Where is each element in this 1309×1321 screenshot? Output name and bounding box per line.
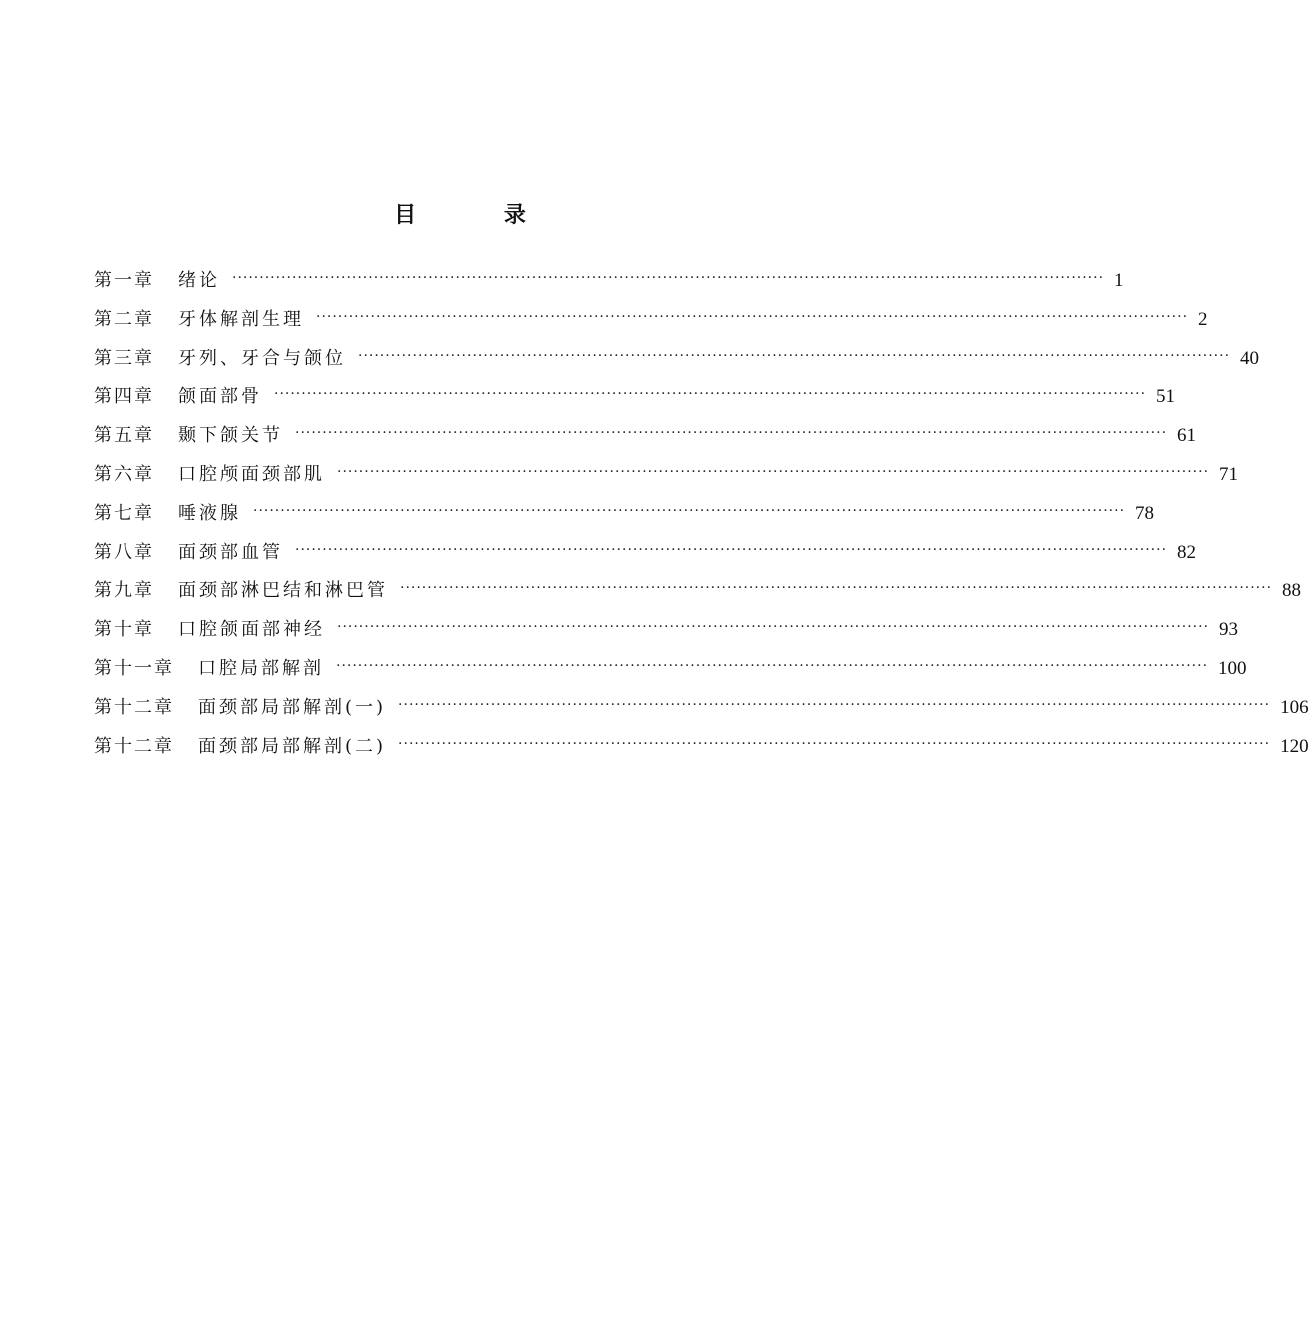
dot-leader: ································································································································································	[358, 347, 1231, 364]
dot-leader: ································································································································································	[337, 619, 1210, 636]
dot-leader: ································································································································································	[400, 580, 1273, 597]
chapter-title: 颌面部骨	[178, 386, 262, 408]
dot-leader: ································································································································································	[253, 502, 1126, 519]
chapter-title: 唾液腺	[178, 502, 241, 524]
page-number: 40	[1240, 347, 1260, 369]
table-of-contents	[94, 266, 1309, 770]
chapter-number: 第四章	[94, 386, 154, 408]
toc-entry[interactable]	[94, 576, 1302, 615]
dot-leader: ································································································································································	[316, 308, 1189, 325]
toc-entry[interactable]	[94, 615, 1239, 654]
chapter-title: 面颈部局部解剖(二)	[198, 735, 387, 757]
page-number: 71	[1219, 463, 1239, 485]
chapter-number: 第七章	[94, 502, 154, 524]
chapter-number: 第十一章	[94, 657, 174, 679]
chapter-title: 口腔颅面颈部肌	[178, 463, 325, 485]
toc-entry[interactable]	[94, 654, 1247, 693]
dot-leader: ································································································································································	[398, 696, 1271, 713]
chapter-number: 第二章	[94, 308, 154, 330]
page-number: 51	[1156, 386, 1176, 408]
chapter-title: 颞下颌关节	[178, 425, 283, 447]
toc-entry[interactable]	[94, 382, 1176, 421]
chapter-number: 第十二章	[94, 696, 174, 718]
toc-entry[interactable]	[94, 460, 1239, 499]
chapter-title: 口腔局部解剖	[198, 657, 324, 679]
chapter-title: 牙体解剖生理	[178, 308, 304, 330]
page-number: 120	[1280, 735, 1309, 757]
chapter-number: 第六章	[94, 463, 154, 485]
toc-entry[interactable]	[94, 305, 1208, 344]
toc-entry[interactable]	[94, 538, 1197, 577]
chapter-title: 绪论	[178, 270, 220, 291]
page-number: 100	[1218, 657, 1247, 679]
dot-leader: ································································································································································	[398, 735, 1271, 752]
chapter-title: 牙列、牙合与颌位	[178, 347, 346, 369]
chapter-number: 第九章	[94, 580, 154, 602]
toc-entry[interactable]	[94, 344, 1260, 383]
chapter-number: 第十二章	[94, 735, 174, 757]
chapter-number: 第三章	[94, 347, 154, 369]
dot-leader: ································································································································································	[232, 270, 1105, 286]
toc-entry[interactable]	[94, 732, 1309, 771]
toc-entry[interactable]	[94, 499, 1155, 538]
dot-leader: ································································································································································	[337, 463, 1210, 480]
chapter-title: 口腔颌面部神经	[178, 619, 325, 641]
dot-leader: ································································································································································	[274, 386, 1147, 403]
page-number: 88	[1282, 580, 1302, 602]
page-number: 82	[1177, 541, 1197, 563]
toc-entry[interactable]	[94, 693, 1309, 732]
chapter-number: 第五章	[94, 425, 154, 447]
page-number: 93	[1219, 619, 1239, 641]
chapter-title: 面颈部血管	[178, 541, 283, 563]
chapter-number: 第八章	[94, 541, 154, 563]
dot-leader: ································································································································································	[336, 657, 1209, 674]
chapter-title: 面颈部淋巴结和淋巴管	[178, 580, 388, 602]
toc-entry[interactable]	[94, 421, 1197, 460]
chapter-number: 第十章	[94, 619, 154, 641]
chapter-number: 第一章	[94, 270, 154, 291]
dot-leader: ································································································································································	[295, 425, 1168, 442]
chapter-title: 面颈部局部解剖(一)	[198, 696, 387, 718]
page-number: 78	[1135, 502, 1155, 524]
dot-leader: ································································································································································	[295, 541, 1168, 558]
page-title: 目 录	[394, 201, 566, 228]
page-number: 106	[1280, 696, 1309, 718]
page-number: 2	[1198, 308, 1208, 330]
page-number: 61	[1177, 425, 1197, 447]
toc-entry[interactable]	[94, 266, 1124, 305]
page-number: 1	[1114, 270, 1124, 291]
